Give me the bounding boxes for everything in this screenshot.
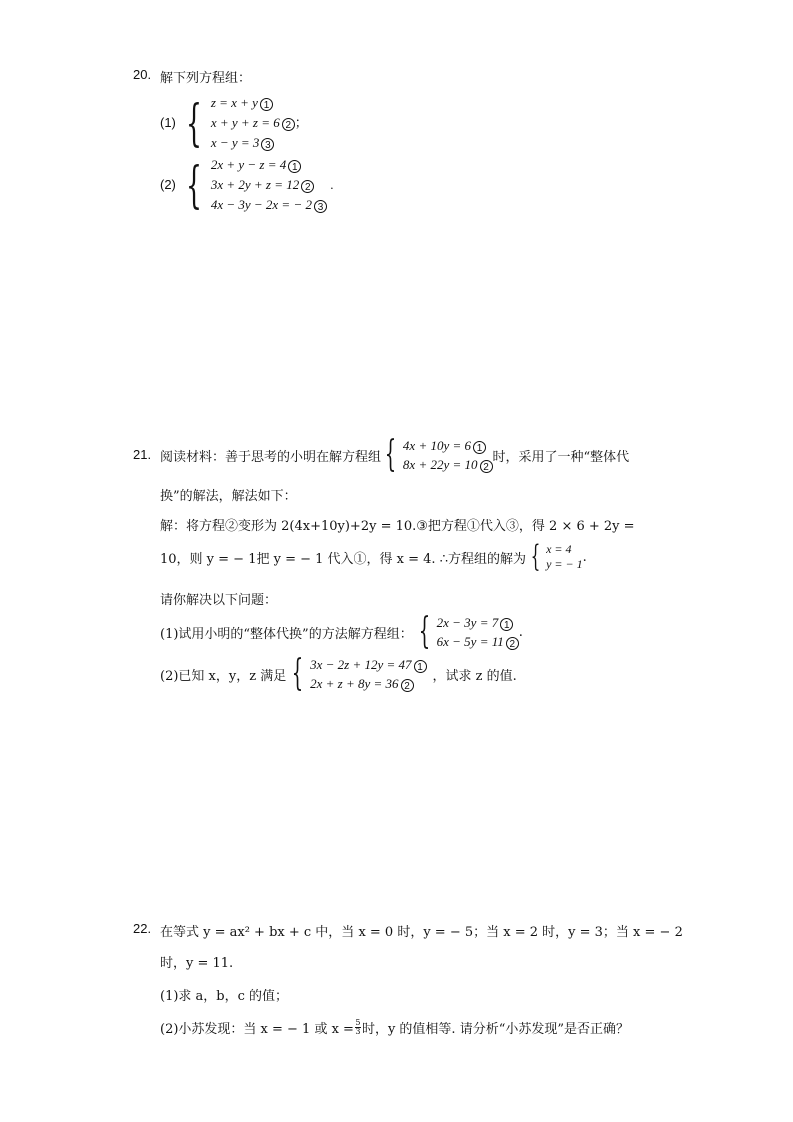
- q22-part-1: (1)求 a，b，c 的值；: [160, 989, 289, 1004]
- q21-text: 时，采用了一种“整体代: [492, 449, 630, 465]
- question-22-number: 22.: [133, 921, 152, 936]
- equation-row: 2x + y − z = 4 1: [211, 155, 334, 175]
- equation-row: 3x + 2y + z = 12 2 .: [210, 177, 334, 193]
- q21-part2-system: 3x − 2z + 12y = 47 1 2x + z + 8y = 36 2: [310, 655, 426, 693]
- q21-part2-text: (2)已知 x，y，z 满足: [160, 668, 287, 684]
- brace-icon: {: [530, 539, 541, 574]
- q21-part1-system: 2x − 3y = 7 1 6x − 5y = 11 2: [437, 613, 519, 651]
- q21-line-2: 换”的解法，解法如下：: [160, 489, 297, 504]
- q21-part-2: (2)已知 x，y，z 满足 { 3x − 2z + 12y = 47 1 2x + z + 8y = 36 2 ，试求 z 的值.: [160, 653, 517, 694]
- q21-text: 阅读材料：善于思考的小明在解方程组: [160, 449, 382, 465]
- brace-icon: {: [384, 434, 397, 475]
- fraction: $\frac{5}{3}$: [355, 1018, 361, 1036]
- q20-part1-label: (1): [160, 115, 176, 130]
- q22-part2-text: 时，y 的值相等. 请分析“小苏发现”是否正确？: [361, 1022, 629, 1037]
- q21-line-1: [160, 436, 629, 474]
- equation-row: z = x + y 1: [211, 93, 308, 113]
- equation-row: x − y = 3 3: [211, 133, 308, 153]
- equation-row: 4x − 3y − 2x = − 2 3: [211, 195, 334, 215]
- q20-part1-system: [178, 93, 308, 153]
- q20-part2-system: [178, 155, 333, 215]
- question-20-number: 20.: [133, 67, 152, 82]
- q22-part2-text: (2)小苏发现：当 x = − 1 或 x =: [160, 1022, 354, 1037]
- q20-part2-label: (2): [160, 177, 176, 192]
- q21-part1-text: (1)试用小明的“整体代换”的方法解方程组：: [160, 626, 413, 642]
- q21-material-system: 4x + 10y = 6 1 8x + 22y = 10 2: [403, 436, 493, 474]
- q22-line-2: 时，y = 11.: [160, 956, 234, 971]
- brace-icon: {: [185, 156, 202, 214]
- q22-line-1: 在等式 y = ax² + bx + c 中，当 x = 0 时，y = − 5；当 x = 2 时，y = 3；当 x = − 2: [160, 925, 683, 940]
- brace-icon: {: [418, 611, 430, 652]
- q21-line-5: 请你解决以下问题：: [160, 593, 278, 608]
- q21-text: 10，则 y = − 1把 y = − 1 代入①，得 x = 4. ∴方程组的解为: [160, 551, 526, 567]
- brace-icon: {: [291, 653, 304, 694]
- equation-row: x + y + z = 6 2 ；: [210, 115, 308, 131]
- question-20-stem: 解下列方程组：: [160, 71, 252, 86]
- q22-part-2: [160, 1018, 629, 1037]
- question-21-number: 21.: [133, 447, 152, 462]
- q21-line-3: 解：将方程②变形为 2(4x+10y)+2y = 10.③把方程①代入③，得 2 × 6 + 2y =: [160, 519, 635, 534]
- q21-part-1: (1)试用小明的“整体代换”的方法解方程组： { 2x − 3y = 7 1 6x − 5y = 11 2 .: [160, 611, 523, 652]
- brace-icon: {: [185, 94, 202, 152]
- q21-solution: x = 4 y = − 1: [546, 542, 583, 571]
- q21-line-4: 10，则 y = − 1把 y = − 1 代入①，得 x = 4. ∴方程组的解为 { x = 4 y = − 1 .: [160, 539, 587, 574]
